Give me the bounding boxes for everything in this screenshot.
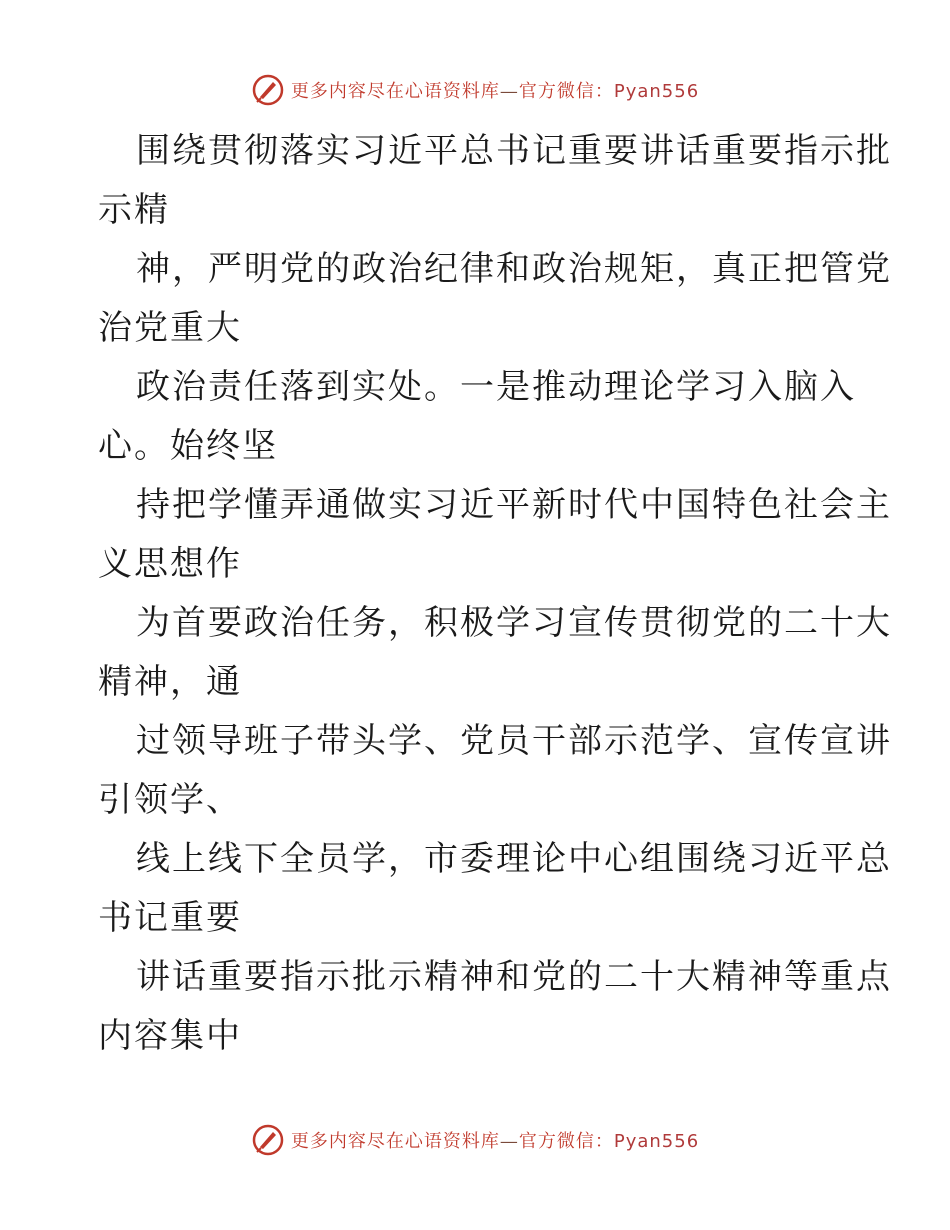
body-line: 过领导班子带头学、党员干部示范学、宣传宣讲 — [136, 721, 892, 761]
body-line: 内容集中 — [98, 1016, 242, 1056]
banner-separator: — — [499, 81, 519, 102]
body-line: 持把学懂弄通做实习近平新时代中国特色社会主 — [136, 485, 892, 525]
body-line: 治党重大 — [98, 308, 242, 348]
body-line: 线上线下全员学，市委理论中心组围绕习近平总 — [136, 839, 892, 879]
banner-text — [291, 1127, 699, 1153]
banner-wechat-label: 官方微信： — [518, 81, 614, 102]
body-line: 神，严明党的政治纪律和政治规矩，真正把管党 — [136, 249, 892, 289]
body-line: 心。始终坚 — [98, 426, 278, 466]
banner-text — [291, 77, 699, 103]
quill-logo-icon — [251, 1123, 285, 1157]
body-line: 讲话重要指示批示精神和党的二十大精神等重点 — [136, 957, 892, 997]
banner-separator: — — [499, 1131, 519, 1152]
banner-main-text: 更多内容尽在心语资料库 — [290, 81, 500, 102]
banner-wechat-label: 官方微信： — [518, 1131, 614, 1152]
body-line: 引领学、 — [98, 780, 242, 820]
banner-wechat-id: Pyan556 — [613, 81, 700, 102]
body-line: 精神，通 — [98, 662, 242, 702]
banner-main-text: 更多内容尽在心语资料库 — [290, 1131, 500, 1152]
body-line: 义思想作 — [98, 544, 242, 584]
body-line: 为首要政治任务，积极学习宣传贯彻党的二十大 — [136, 603, 892, 643]
body-line: 围绕贯彻落实习近平总书记重要讲话重要指示批 — [136, 131, 892, 171]
document-body — [98, 122, 892, 1066]
header-banner — [0, 70, 950, 110]
quill-logo-icon — [251, 73, 285, 107]
body-line: 示精 — [98, 190, 170, 230]
body-line: 书记重要 — [98, 898, 242, 938]
body-line: 政治责任落到实处。一是推动理论学习入脑入 — [136, 367, 856, 407]
footer-banner — [0, 1120, 950, 1160]
banner-wechat-id: Pyan556 — [613, 1131, 700, 1152]
